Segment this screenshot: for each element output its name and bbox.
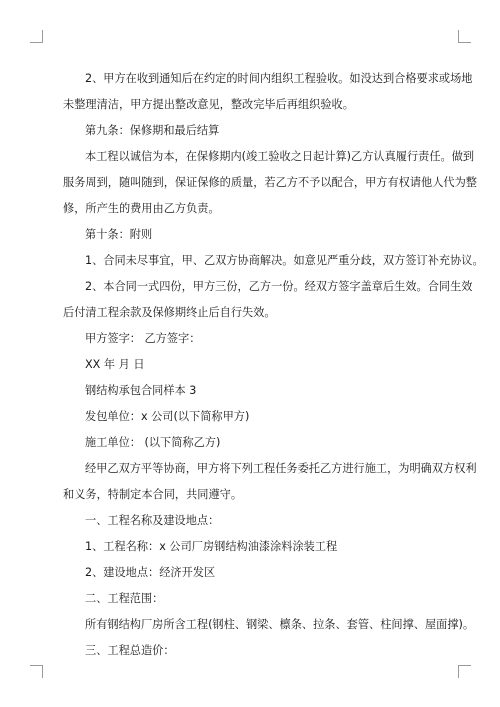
paragraph-line: 经甲乙双方平等协商，甲方将下列工程任务委托乙方进行施工，为明确双方权利 [85, 462, 477, 475]
signature-line: 甲方签字： 乙方签字： [85, 332, 201, 345]
paragraph-line: 和义务，特制定本合同，共同遵守。 [63, 488, 243, 501]
crop-mark-bottom-left [30, 665, 43, 678]
paragraph-line: 服务周到，随叫随到，保证保修的质量，若乙方不予以配合，甲方有权请他人代为整 [63, 176, 477, 189]
paragraph-line: 本工程以诚信为本，在保修期内(竣工验收之日起计算)乙方认真履行责任。做到 [85, 150, 475, 163]
paragraph-line: 2、建设地点：经济开发区 [85, 566, 216, 579]
paragraph-line: 1、工程名称：x 公司厂房钢结构油漆涂料涂装工程 [85, 540, 338, 553]
paragraph-line: 所有钢结构厂房所含工程(钢柱、钢梁、檩条、拉条、套管、柱间撑、屋面撑)。 [85, 618, 475, 631]
section-heading: 三、工程总造价： [85, 644, 175, 657]
crop-mark-top-right [458, 30, 471, 43]
paragraph-line: 后付清工程余款及保修期终止后自行失效。 [63, 306, 276, 319]
document-body [63, 66, 484, 664]
section-heading: 第十条：附则 [85, 228, 153, 241]
crop-mark-bottom-right [458, 665, 471, 678]
paragraph-line: 修，所产生的费用由乙方负责。 [63, 202, 220, 215]
employer-line: 发包单位：x 公司(以下简称甲方) [85, 410, 250, 423]
paragraph-line: 2、本合同一式四份，甲方三份，乙方一份。经双方签字盖章后生效。合同生效 [85, 280, 473, 293]
section-heading: 二、工程范围： [85, 592, 164, 605]
crop-mark-top-left [30, 30, 43, 43]
section-heading: 一、工程名称及建设地点： [85, 514, 220, 527]
date-line: XX 年 月 日 [85, 358, 145, 371]
paragraph-line: 1、合同未尽事宜，甲、乙双方协商解决。如意见严重分歧，双方签订补充协议。 [85, 254, 484, 267]
paragraph-line: 2、甲方在收到通知后在约定的时间内组织工程验收。如没达到合格要求或场地 [85, 72, 473, 85]
sample-title: 钢结构承包合同样本 3 [85, 384, 197, 397]
section-heading: 第九条：保修期和最后结算 [85, 124, 220, 137]
contractor-line: 施工单位： (以下简称乙方) [85, 436, 221, 449]
paragraph-line: 未整理清洁，甲方提出整改意见，整改完毕后再组织验收。 [63, 98, 354, 111]
